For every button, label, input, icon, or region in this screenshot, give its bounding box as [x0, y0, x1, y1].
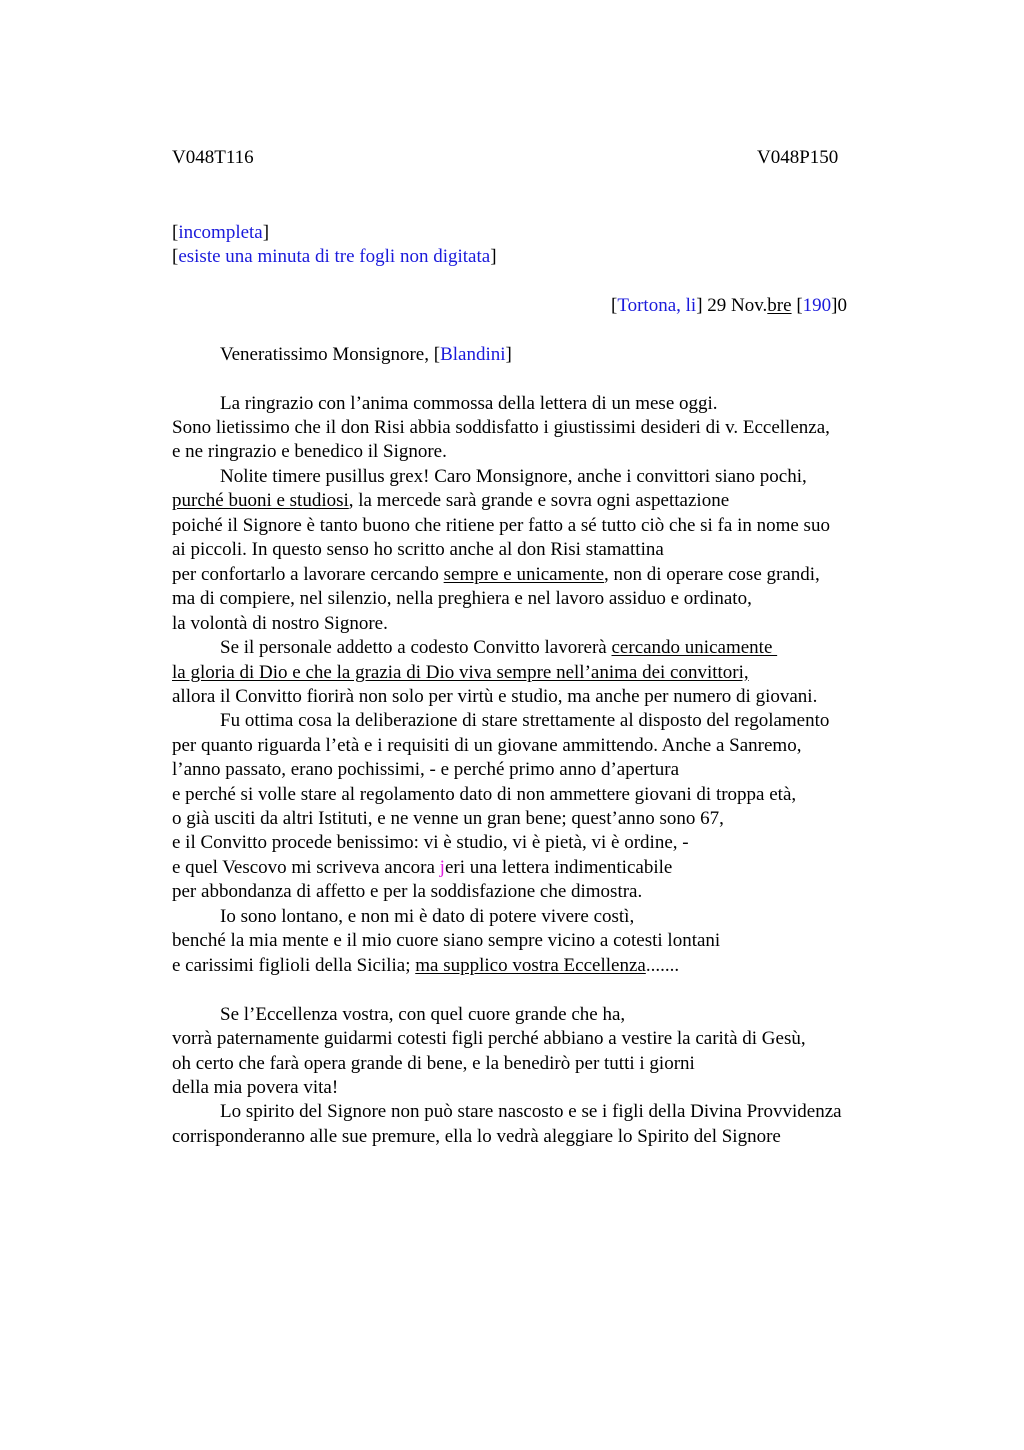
document-code-right: V048P150 [757, 147, 839, 168]
salutation-text: Veneratissimo Monsignore, [220, 344, 434, 365]
body-line [172, 661, 749, 685]
line-text: e carissimi figlioli della Sicilia; [172, 955, 416, 976]
document-code-left: V048T116 [172, 147, 254, 168]
body-line: per abbondanza di affetto e per la soddisfazione che dimostra. [172, 881, 643, 902]
body-line: Fu ottima cosa la deliberazione di stare strettamente al disposto del regolamento [220, 710, 830, 731]
dateline-year: 190 [802, 295, 832, 316]
line-text: eri una lettera indimenticabile [444, 857, 673, 878]
ellipsis: ....... [645, 955, 680, 976]
body-line: la volontà di nostro Signore. [172, 613, 388, 634]
editorial-note-draft: [esiste una minuta di tre fogli non digitata] [172, 246, 497, 267]
body-line: La ringrazio con l’anima commossa della lettera di un mese oggi. [220, 393, 718, 414]
underlined-phrase: cercando unicamente [611, 637, 778, 658]
body-line: ma di compiere, nel silenzio, nella preghiera e nel lavoro assiduo e ordinato, [172, 588, 752, 609]
body-line [172, 563, 820, 587]
body-line: per quanto riguarda l’età e i requisiti di un giovane ammittendo. Anche a Sanremo, [172, 735, 802, 756]
body-line: l’anno passato, erano pochissimi, - e perché primo anno d’apertura [172, 759, 680, 780]
body-line [220, 636, 777, 660]
body-line: benché la mia mente e il mio cuore siano sempre vicino a cotesti lontani [172, 930, 721, 951]
dateline: [Tortona, li] 29 Nov.bre [190]0 [611, 295, 847, 316]
note-text: esiste una minuta di tre fogli non digitata [178, 246, 491, 267]
body-line: allora il Convitto fiorirà non solo per virtù e studio, ma anche per numero di giovani. [172, 686, 818, 707]
body-line [172, 954, 679, 978]
body-line: Io sono lontano, e non mi è dato di potere vivere costì, [220, 906, 635, 927]
dateline-place: Tortona, li [617, 295, 697, 316]
body-line [172, 489, 729, 513]
underlined-phrase: ma supplico vostra Eccellenza [415, 955, 646, 976]
underlined-phrase: purché buoni e studiosi [172, 490, 349, 511]
body-line: e il Convitto procede benissimo: vi è studio, vi è pietà, vi è ordine, - [172, 832, 689, 853]
body-line: Se l’Eccellenza vostra, con quel cuore grande che ha, [220, 1004, 626, 1025]
line-text: , la mercede sarà grande e sovra ogni aspettazione [348, 490, 730, 511]
line-text: , non di operare cose grandi, [604, 564, 820, 585]
body-line: Sono lietissimo che il don Risi abbia soddisfatto i giustissimi desideri di v. Eccellenza, [172, 417, 830, 438]
body-line: Lo spirito del Signore non può stare nascosto e se i figli della Divina Provvidenza [220, 1101, 842, 1122]
body-line: Nolite timere pusillus grex! Caro Monsignore, anche i convittori siano pochi, [220, 466, 807, 487]
body-line: e ne ringrazio e benedico il Signore. [172, 441, 447, 462]
body-line: e perché si volle stare al regolamento dato di non ammettere giovani di troppa età, [172, 784, 797, 805]
body-line: della mia povera vita! [172, 1077, 339, 1098]
body-line: vorrà paternamente guidarmi cotesti figli perché abbiano a vestire la carità di Gesù, [172, 1028, 806, 1049]
dateline-month-suffix: bre [767, 295, 792, 316]
body-line: poiché il Signore è tanto buono che ritiene per fatto a sé tutto ciò che si fa in nome suo [172, 515, 830, 536]
editorial-note-incomplete: [incompleta] [172, 222, 270, 243]
underlined-phrase: sempre e unicamente [443, 564, 605, 585]
body-line [172, 856, 672, 880]
body-line: oh certo che farà opera grande di bene, e la benedirò per tutti i giorni [172, 1053, 695, 1074]
dateline-day-month: 29 Nov. [707, 295, 768, 316]
dateline-year-tail: 0 [837, 295, 847, 316]
body-line: ai piccoli. In questo senso ho scritto anche al don Risi stamattina [172, 539, 664, 560]
corrected-letter: j [439, 857, 445, 878]
recipient-name: Blandini [440, 344, 506, 365]
body-line: o già usciti da altri Istituti, e ne venne un gran bene; quest’anno sono 67, [172, 808, 724, 829]
salutation: Veneratissimo Monsignore, [Blandini] [220, 344, 512, 365]
line-text: Se il personale addetto a codesto Convitto lavorerà [220, 637, 612, 658]
underlined-phrase: la gloria di Dio e che la grazia di Dio viva sempre nell’anima dei convittori, [172, 662, 749, 683]
note-text: incompleta [178, 222, 263, 243]
line-text: e quel Vescovo mi scriveva ancora [172, 857, 440, 878]
line-text: per confortarlo a lavorare cercando [172, 564, 444, 585]
body-line: corrisponderanno alle sue premure, ella lo vedrà aleggiare lo Spirito del Signore [172, 1126, 781, 1147]
